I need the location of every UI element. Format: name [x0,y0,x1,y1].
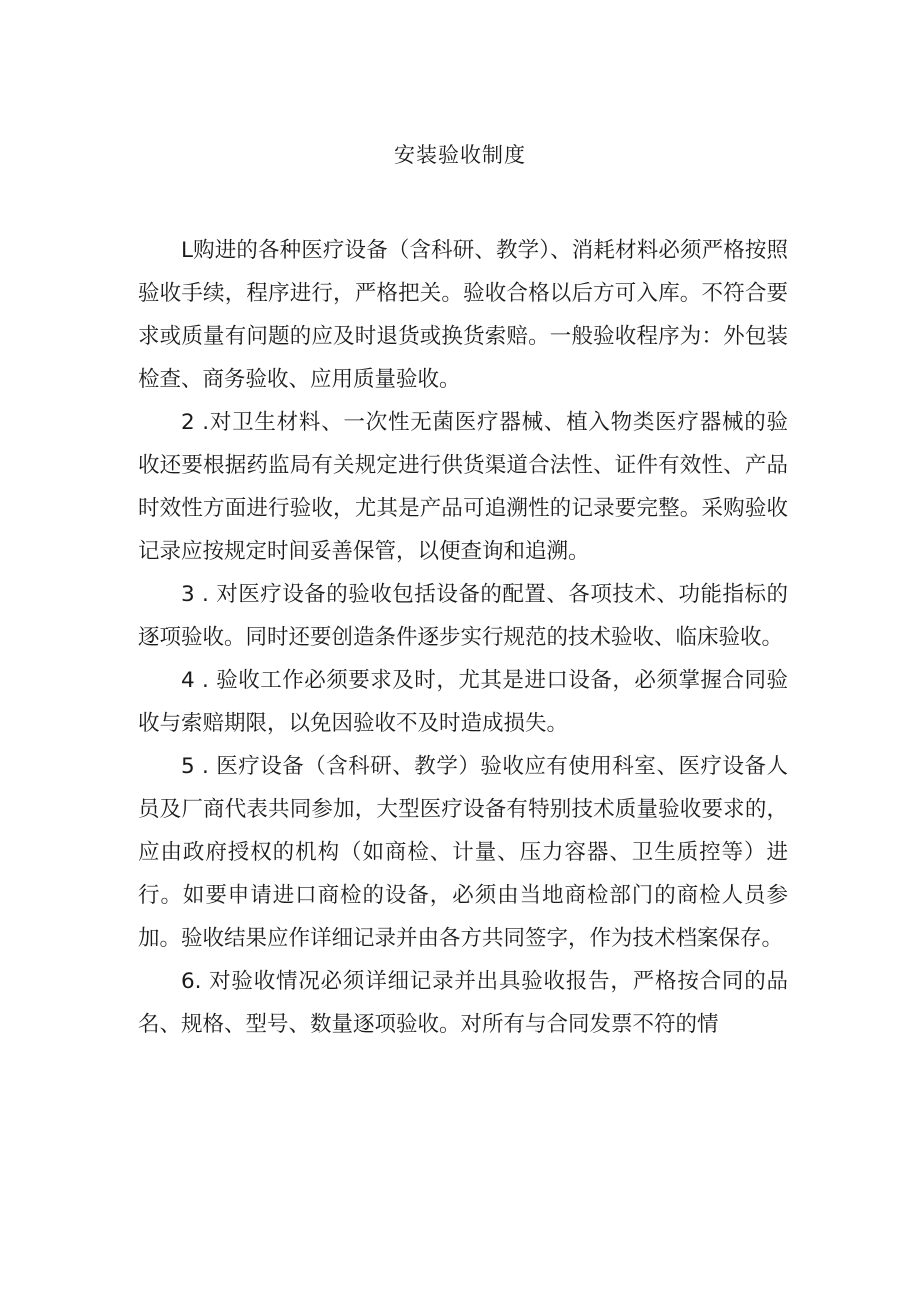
paragraph-3: 3 . 对医疗设备的验收包括设备的配置、各项技术、功能指标的逐项验收。同时还要创造条件逐步实行规范的技术验收、临床验收。 [138,582,788,650]
paragraph-5: 5 . 医疗设备（含科研、教学）验收应有使用科室、医疗设备人员及厂商代表共同参加，大型医疗设备有特别技术质量验收要求的，应由政府授权的机构（如商检、计量、压力容器、卫生质控等）进行。如要申请进口商检的设备，必须由当地商检部门的商检人员参加。验收结果应作详细记录并由各方共同签字，作为技术档案保存。 [138,754,788,951]
document-title: 安装验收制度 [394,143,526,167]
paragraph-6: 6. 对验收情况必须详细记录并出具验收报告，严格按合同的品名、规格、型号、数量逐项验收。对所有与合同发票不符的情 [138,969,788,1037]
document-body [138,229,788,1046]
paragraph-4: 4 . 验收工作必须要求及时，尤其是进口设备，必须掌握合同验收与索赔期限，以免因验收不及时造成损失。 [138,668,788,736]
paragraph-1: L购进的各种医疗设备（含科研、教学）、消耗材料必须严格按照验收手续，程序进行，严格把关。验收合格以后方可入库。不符合要求或质量有问题的应及时退货或换货索赔。一般验收程序为：外包装检查、商务验收、应用质量验收。 [138,238,788,392]
paragraph-2: 2 .对卫生材料、一次性无菌医疗器械、植入物类医疗器械的验收还要根据药监局有关规定进行供货渠道合法性、证件有效性、产品时效性方面进行验收，尤其是产品可追溯性的记录要完整。采购验收记录应按规定时间妥善保管，以便查询和追溯。 [138,410,788,564]
